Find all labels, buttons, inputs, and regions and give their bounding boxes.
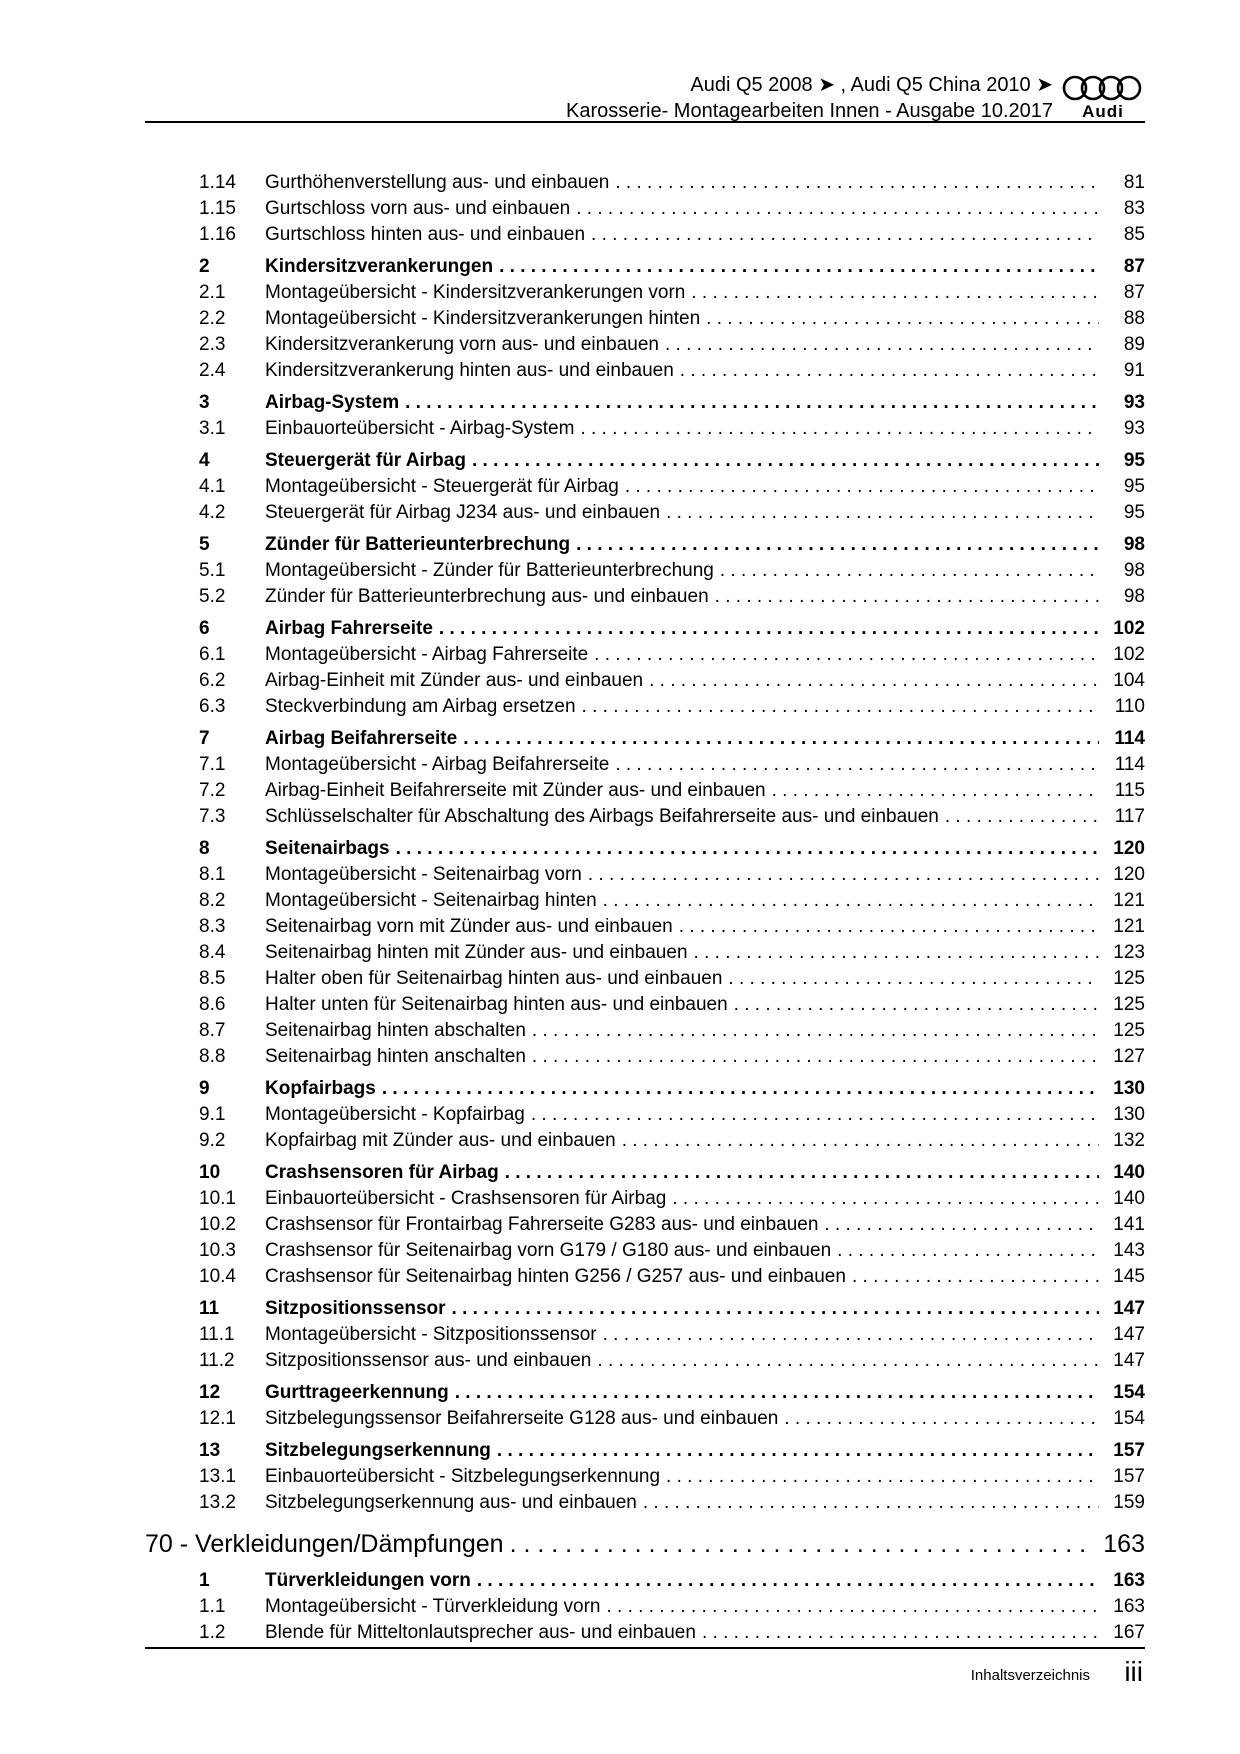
toc-title: Airbag-Einheit mit Zünder aus- und einbauen <box>265 670 644 691</box>
toc-title: Gurtschloss hinten aus- und einbauen <box>265 224 586 245</box>
toc-page-number: 154 <box>1113 1408 1145 1429</box>
toc-number: 10.2 <box>199 1214 236 1235</box>
toc-page-number: 89 <box>1123 334 1145 355</box>
toc-page-number: 120 <box>1113 838 1145 859</box>
footer-page-number: iii <box>1124 1656 1143 1687</box>
toc-number: 4.1 <box>199 476 226 497</box>
toc-number: 8.5 <box>199 968 226 989</box>
dot-leader <box>607 1594 1100 1620</box>
toc-number: 3 <box>199 392 210 413</box>
toc-entry[interactable] <box>145 940 1145 966</box>
toc-page-number: 159 <box>1113 1492 1145 1513</box>
toc-title: Kopfairbag mit Zünder aus- und einbauen <box>265 1130 616 1151</box>
toc-entry[interactable] <box>145 778 1145 804</box>
toc-page-number: 102 <box>1113 644 1145 665</box>
toc-number: 6 <box>199 618 210 639</box>
toc-entry[interactable] <box>145 584 1145 610</box>
toc-entry[interactable] <box>145 1128 1145 1154</box>
toc-number: 1.14 <box>199 172 236 193</box>
toc-number: 1 <box>199 1570 210 1591</box>
toc-entry[interactable] <box>145 1322 1145 1348</box>
toc-entry[interactable] <box>145 1406 1145 1432</box>
toc-entry[interactable] <box>145 1464 1145 1490</box>
toc-title: Montageübersicht - Zünder für Batterieunterbrechung <box>265 560 714 581</box>
toc-entry[interactable] <box>145 500 1145 526</box>
toc-number: 8.6 <box>199 994 226 1015</box>
toc-number: 8.2 <box>199 890 226 911</box>
dot-leader <box>706 306 1099 332</box>
toc-entry[interactable] <box>145 416 1145 442</box>
toc-number: 2 <box>199 256 210 277</box>
toc-number: 13.2 <box>199 1492 236 1513</box>
toc-number: 12.1 <box>199 1408 236 1429</box>
toc-title: Zünder für Batterieunterbrechung aus- und einbauen <box>265 586 709 607</box>
toc-title: Sitzpositionssensor <box>265 1298 446 1319</box>
toc-section[interactable] <box>145 726 1145 752</box>
toc-page-number: 123 <box>1113 942 1145 963</box>
audi-logo <box>1061 74 1145 124</box>
toc-entry[interactable] <box>145 1264 1145 1290</box>
dot-leader <box>580 416 1099 442</box>
toc-page-number: 85 <box>1123 224 1145 245</box>
dot-leader <box>505 1160 1099 1186</box>
dot-leader <box>680 358 1099 384</box>
toc-title: Einbauorteübersicht - Crashsensoren für Airbag <box>265 1188 667 1209</box>
toc-page-number: 130 <box>1113 1078 1145 1099</box>
toc-title: Gurtschloss vorn aus- und einbauen <box>265 198 571 219</box>
toc-title: Gurttrageerkennung <box>265 1382 449 1403</box>
toc-page-number: 98 <box>1123 586 1145 607</box>
toc-number: 11.1 <box>199 1324 235 1345</box>
toc-title: Schlüsselschalter für Abschaltung des Airbags Beifahrerseite aus- und einbauen <box>265 806 939 827</box>
dot-leader <box>625 474 1099 500</box>
dot-leader <box>532 1044 1099 1070</box>
toc-title: Montageübersicht - Seitenairbag hinten <box>265 890 597 911</box>
toc-page-number: 115 <box>1114 780 1145 801</box>
toc-entry[interactable] <box>145 280 1145 306</box>
toc-title: 70 - Verkleidungen/Dämpfungen <box>145 1530 504 1558</box>
toc-entry[interactable] <box>145 888 1145 914</box>
toc-entry[interactable] <box>145 752 1145 778</box>
dot-leader <box>603 1322 1099 1348</box>
dot-leader <box>622 1128 1099 1154</box>
toc-page-number: 102 <box>1113 618 1145 639</box>
dot-leader <box>405 390 1099 416</box>
toc-number: 2.3 <box>199 334 226 355</box>
toc-entry[interactable] <box>145 332 1145 358</box>
toc-number: 11.2 <box>199 1350 235 1371</box>
toc-title: Kindersitzverankerung vorn aus- und einbauen <box>265 334 659 355</box>
toc-page-number: 104 <box>1113 670 1145 691</box>
toc-entry[interactable] <box>145 1620 1145 1646</box>
toc-page-number: 167 <box>1113 1622 1145 1643</box>
toc-number: 7.2 <box>199 780 226 801</box>
dot-leader <box>597 1348 1099 1374</box>
toc-title: Crashsensor für Frontairbag Fahrerseite G283 aus- und einbauen <box>265 1214 819 1235</box>
toc-number: 2.1 <box>199 282 226 303</box>
toc-title: Airbag Beifahrerseite <box>265 728 458 749</box>
header-model-line: Audi Q5 2008 ➤ , Audi Q5 China 2010 ➤ <box>690 74 1053 96</box>
toc-number: 4.2 <box>199 502 226 523</box>
toc-page-number: 143 <box>1113 1240 1145 1261</box>
toc-page-number: 114 <box>1114 754 1145 775</box>
dot-leader <box>588 862 1099 888</box>
toc-page-number: 114 <box>1114 728 1145 749</box>
toc-number: 5.1 <box>199 560 226 581</box>
toc-page-number: 140 <box>1113 1162 1145 1183</box>
toc-title: Steuergerät für Airbag J234 aus- und einbauen <box>265 502 661 523</box>
toc-page-number: 127 <box>1113 1046 1145 1067</box>
toc-number: 9.2 <box>199 1130 226 1151</box>
toc-number: 2.2 <box>199 308 226 329</box>
dot-leader <box>532 1018 1099 1044</box>
toc-number: 13 <box>199 1440 221 1461</box>
header-divider <box>145 121 1145 123</box>
toc-number: 4 <box>199 450 210 471</box>
toc-page-number: 147 <box>1113 1298 1145 1319</box>
toc-entry[interactable] <box>145 358 1145 384</box>
toc-number: 9 <box>199 1078 210 1099</box>
toc-title: Montageübersicht - Seitenairbag vorn <box>265 864 582 885</box>
toc-entry[interactable] <box>145 862 1145 888</box>
toc-page-number: 121 <box>1113 916 1145 937</box>
toc-entry[interactable] <box>145 1102 1145 1128</box>
toc-number: 6.3 <box>199 696 226 717</box>
toc-page-number: 93 <box>1123 418 1145 439</box>
footer-divider <box>145 1647 1145 1649</box>
audi-wordmark: Audi <box>1082 102 1124 121</box>
toc-title: Crashsensor für Seitenairbag hinten G256 / G257 aus- und einbauen <box>265 1266 846 1287</box>
toc-page-number: 117 <box>1114 806 1145 827</box>
toc-entry[interactable] <box>145 992 1145 1018</box>
dot-leader <box>837 1238 1099 1264</box>
toc-page-number: 154 <box>1113 1382 1145 1403</box>
toc-title: Steuergerät für Airbag <box>265 450 466 471</box>
toc-number: 7.3 <box>199 806 226 827</box>
toc-entry[interactable] <box>145 1186 1145 1212</box>
toc-number: 1.2 <box>199 1622 226 1643</box>
toc-page-number: 87 <box>1123 256 1145 277</box>
dot-leader <box>439 616 1099 642</box>
dot-leader <box>510 1526 1085 1562</box>
toc-number: 12 <box>199 1382 221 1403</box>
dot-leader <box>672 1186 1099 1212</box>
toc-page-number: 140 <box>1113 1188 1145 1209</box>
toc-title: Steckverbindung am Airbag ersetzen <box>265 696 576 717</box>
toc-number: 10.4 <box>199 1266 236 1287</box>
toc-page-number: 163 <box>1103 1530 1145 1558</box>
toc-entry[interactable] <box>145 966 1145 992</box>
toc-chapter[interactable] <box>145 1526 1145 1562</box>
dot-leader <box>665 332 1099 358</box>
audi-rings-icon <box>1061 74 1145 102</box>
toc-title: Kopfairbags <box>265 1078 376 1099</box>
toc-number: 10.1 <box>199 1188 236 1209</box>
dot-leader <box>463 726 1099 752</box>
toc-entry[interactable] <box>145 804 1145 830</box>
footer-section-label: Inhaltsverzeichnis <box>970 1667 1090 1684</box>
toc-section[interactable] <box>145 1076 1145 1102</box>
toc-number: 7 <box>199 728 210 749</box>
toc-number: 3.1 <box>199 418 226 439</box>
toc-page-number: 130 <box>1113 1104 1145 1125</box>
toc-page-number: 125 <box>1113 968 1145 989</box>
dot-leader <box>455 1380 1099 1406</box>
page-header <box>145 64 1145 124</box>
toc-number: 8.3 <box>199 916 226 937</box>
toc-title: Seitenairbag hinten abschalten <box>265 1020 526 1041</box>
dot-leader <box>615 752 1099 778</box>
toc-title: Kindersitzverankerung hinten aus- und einbauen <box>265 360 674 381</box>
toc-entry[interactable] <box>145 1238 1145 1264</box>
toc-title: Sitzbelegungserkennung <box>265 1440 491 1461</box>
toc-title: Montageübersicht - Steuergerät für Airbag <box>265 476 619 497</box>
toc-title: Airbag-System <box>265 392 400 413</box>
table-of-contents <box>145 170 1145 1646</box>
toc-entry[interactable] <box>145 1018 1145 1044</box>
dot-leader <box>945 804 1099 830</box>
toc-number: 13.1 <box>199 1466 236 1487</box>
dot-leader <box>615 170 1099 196</box>
dot-leader <box>824 1212 1099 1238</box>
toc-title: Halter oben für Seitenairbag hinten aus- und einbauen <box>265 968 723 989</box>
toc-entry[interactable] <box>145 474 1145 500</box>
toc-page-number: 125 <box>1113 994 1145 1015</box>
dot-leader <box>643 1490 1099 1516</box>
toc-section[interactable] <box>145 1160 1145 1186</box>
toc-entry[interactable] <box>145 914 1145 940</box>
toc-page-number: 95 <box>1123 502 1145 523</box>
toc-title: Montageübersicht - Kopfairbag <box>265 1104 525 1125</box>
dot-leader <box>691 280 1099 306</box>
toc-entry[interactable] <box>145 170 1145 196</box>
toc-section[interactable] <box>145 616 1145 642</box>
dot-leader <box>531 1102 1099 1128</box>
dot-leader <box>472 448 1099 474</box>
toc-number: 7.1 <box>199 754 226 775</box>
toc-entry[interactable] <box>145 642 1145 668</box>
toc-title: Einbauorteübersicht - Airbag-System <box>265 418 575 439</box>
toc-page-number: 93 <box>1123 392 1145 413</box>
toc-page-number: 95 <box>1123 450 1145 471</box>
toc-title: Montageübersicht - Kindersitzverankerungen hinten <box>265 308 701 329</box>
toc-page-number: 141 <box>1113 1214 1145 1235</box>
toc-title: Sitzbelegungserkennung aus- und einbauen <box>265 1492 637 1513</box>
dot-leader <box>582 694 1099 720</box>
toc-title: Kindersitzverankerungen <box>265 256 494 277</box>
toc-title: Montageübersicht - Sitzpositionssensor <box>265 1324 597 1345</box>
toc-section[interactable] <box>145 1380 1145 1406</box>
toc-title: Airbag-Einheit Beifahrerseite mit Zünder aus- und einbauen <box>265 780 766 801</box>
toc-entry[interactable] <box>145 196 1145 222</box>
toc-number: 10 <box>199 1162 221 1183</box>
toc-title: Seitenairbag hinten mit Zünder aus- und einbauen <box>265 942 688 963</box>
toc-entry[interactable] <box>145 1212 1145 1238</box>
dot-leader <box>477 1568 1099 1594</box>
toc-page-number: 87 <box>1123 282 1145 303</box>
toc-section[interactable] <box>145 448 1145 474</box>
toc-number: 11 <box>199 1298 220 1319</box>
dot-leader <box>649 668 1099 694</box>
toc-title: Türverkleidungen vorn <box>265 1570 471 1591</box>
toc-number: 2.4 <box>199 360 226 381</box>
toc-title: Zünder für Batterieunterbrechung <box>265 534 571 555</box>
toc-page-number: 120 <box>1113 864 1145 885</box>
toc-page-number: 147 <box>1113 1324 1145 1345</box>
toc-page-number: 98 <box>1123 534 1145 555</box>
toc-section[interactable] <box>145 532 1145 558</box>
toc-title: Crashsensoren für Airbag <box>265 1162 499 1183</box>
toc-entry[interactable] <box>145 1348 1145 1374</box>
toc-entry[interactable] <box>145 1594 1145 1620</box>
toc-page-number: 81 <box>1123 172 1145 193</box>
toc-title: Montageübersicht - Türverkleidung vorn <box>265 1596 601 1617</box>
toc-page-number: 83 <box>1123 198 1145 219</box>
dot-leader <box>666 1464 1099 1490</box>
toc-section[interactable] <box>145 836 1145 862</box>
toc-entry[interactable] <box>145 222 1145 248</box>
dot-leader <box>576 196 1099 222</box>
toc-section[interactable] <box>145 1568 1145 1594</box>
dot-leader <box>396 836 1099 862</box>
dot-leader <box>720 558 1099 584</box>
toc-title: Seitenairbags <box>265 838 390 859</box>
toc-page-number: 125 <box>1113 1020 1145 1041</box>
toc-page-number: 147 <box>1113 1350 1145 1371</box>
toc-page-number: 98 <box>1123 560 1145 581</box>
toc-entry[interactable] <box>145 694 1145 720</box>
toc-title: Gurthöhenverstellung aus- und einbauen <box>265 172 610 193</box>
toc-section[interactable] <box>145 1296 1145 1322</box>
toc-entry[interactable] <box>145 668 1145 694</box>
toc-title: Seitenairbag hinten anschalten <box>265 1046 526 1067</box>
toc-title: Sitzbelegungssensor Beifahrerseite G128 aus- und einbauen <box>265 1408 779 1429</box>
toc-page-number: 132 <box>1113 1130 1145 1151</box>
toc-number: 1.16 <box>199 224 236 245</box>
toc-entry[interactable] <box>145 558 1145 584</box>
dot-leader <box>784 1406 1099 1432</box>
toc-number: 6.1 <box>199 644 226 665</box>
toc-section[interactable] <box>145 254 1145 280</box>
toc-title: Montageübersicht - Kindersitzverankerungen vorn <box>265 282 686 303</box>
toc-section[interactable] <box>145 390 1145 416</box>
toc-number: 1.1 <box>199 1596 226 1617</box>
dot-leader <box>702 1620 1099 1646</box>
toc-title: Airbag Fahrerseite <box>265 618 433 639</box>
dot-leader <box>591 222 1099 248</box>
toc-title: Montageübersicht - Airbag Fahrerseite <box>265 644 589 665</box>
toc-page-number: 110 <box>1114 696 1145 717</box>
toc-number: 8.8 <box>199 1046 226 1067</box>
dot-leader <box>715 584 1099 610</box>
dot-leader <box>576 532 1099 558</box>
dot-leader <box>603 888 1099 914</box>
dot-leader <box>382 1076 1099 1102</box>
toc-entry[interactable] <box>145 306 1145 332</box>
dot-leader <box>594 642 1099 668</box>
toc-page-number: 91 <box>1123 360 1145 381</box>
toc-title: Montageübersicht - Airbag Beifahrerseite <box>265 754 610 775</box>
dot-leader <box>852 1264 1099 1290</box>
toc-page-number: 145 <box>1113 1266 1145 1287</box>
toc-page-number: 163 <box>1113 1596 1145 1617</box>
dot-leader <box>679 914 1099 940</box>
toc-number: 8.4 <box>199 942 226 963</box>
dot-leader <box>772 778 1099 804</box>
dot-leader <box>499 254 1099 280</box>
dot-leader <box>694 940 1099 966</box>
toc-page-number: 157 <box>1113 1466 1145 1487</box>
toc-page-number: 163 <box>1113 1570 1145 1591</box>
toc-title: Einbauorteübersicht - Sitzbelegungserkennung <box>265 1466 661 1487</box>
toc-title: Seitenairbag vorn mit Zünder aus- und einbauen <box>265 916 673 937</box>
toc-entry[interactable] <box>145 1490 1145 1516</box>
toc-number: 10.3 <box>199 1240 236 1261</box>
dot-leader <box>734 992 1099 1018</box>
toc-number: 5.2 <box>199 586 226 607</box>
toc-page-number: 157 <box>1113 1440 1145 1461</box>
dot-leader <box>452 1296 1099 1322</box>
toc-number: 5 <box>199 534 210 555</box>
toc-entry[interactable] <box>145 1044 1145 1070</box>
dot-leader <box>728 966 1099 992</box>
toc-number: 8.7 <box>199 1020 226 1041</box>
dot-leader <box>666 500 1099 526</box>
toc-title: Halter unten für Seitenairbag hinten aus- und einbauen <box>265 994 728 1015</box>
toc-title: Blende für Mitteltonlautsprecher aus- und einbauen <box>265 1622 696 1643</box>
toc-number: 6.2 <box>199 670 226 691</box>
toc-number: 8 <box>199 838 210 859</box>
toc-number: 8.1 <box>199 864 226 885</box>
toc-section[interactable] <box>145 1438 1145 1464</box>
toc-number: 9.1 <box>199 1104 226 1125</box>
header-text <box>566 72 1053 124</box>
toc-number: 1.15 <box>199 198 236 219</box>
toc-title: Crashsensor für Seitenairbag vorn G179 / G180 aus- und einbauen <box>265 1240 832 1261</box>
header-title-line: Karosserie- Montagearbeiten Innen - Ausgabe 10.2017 <box>565 100 1053 122</box>
dot-leader <box>497 1438 1099 1464</box>
toc-page-number: 95 <box>1123 476 1145 497</box>
toc-page-number: 121 <box>1113 890 1145 911</box>
toc-title: Sitzpositionssensor aus- und einbauen <box>265 1350 592 1371</box>
toc-page-number: 88 <box>1123 308 1145 329</box>
